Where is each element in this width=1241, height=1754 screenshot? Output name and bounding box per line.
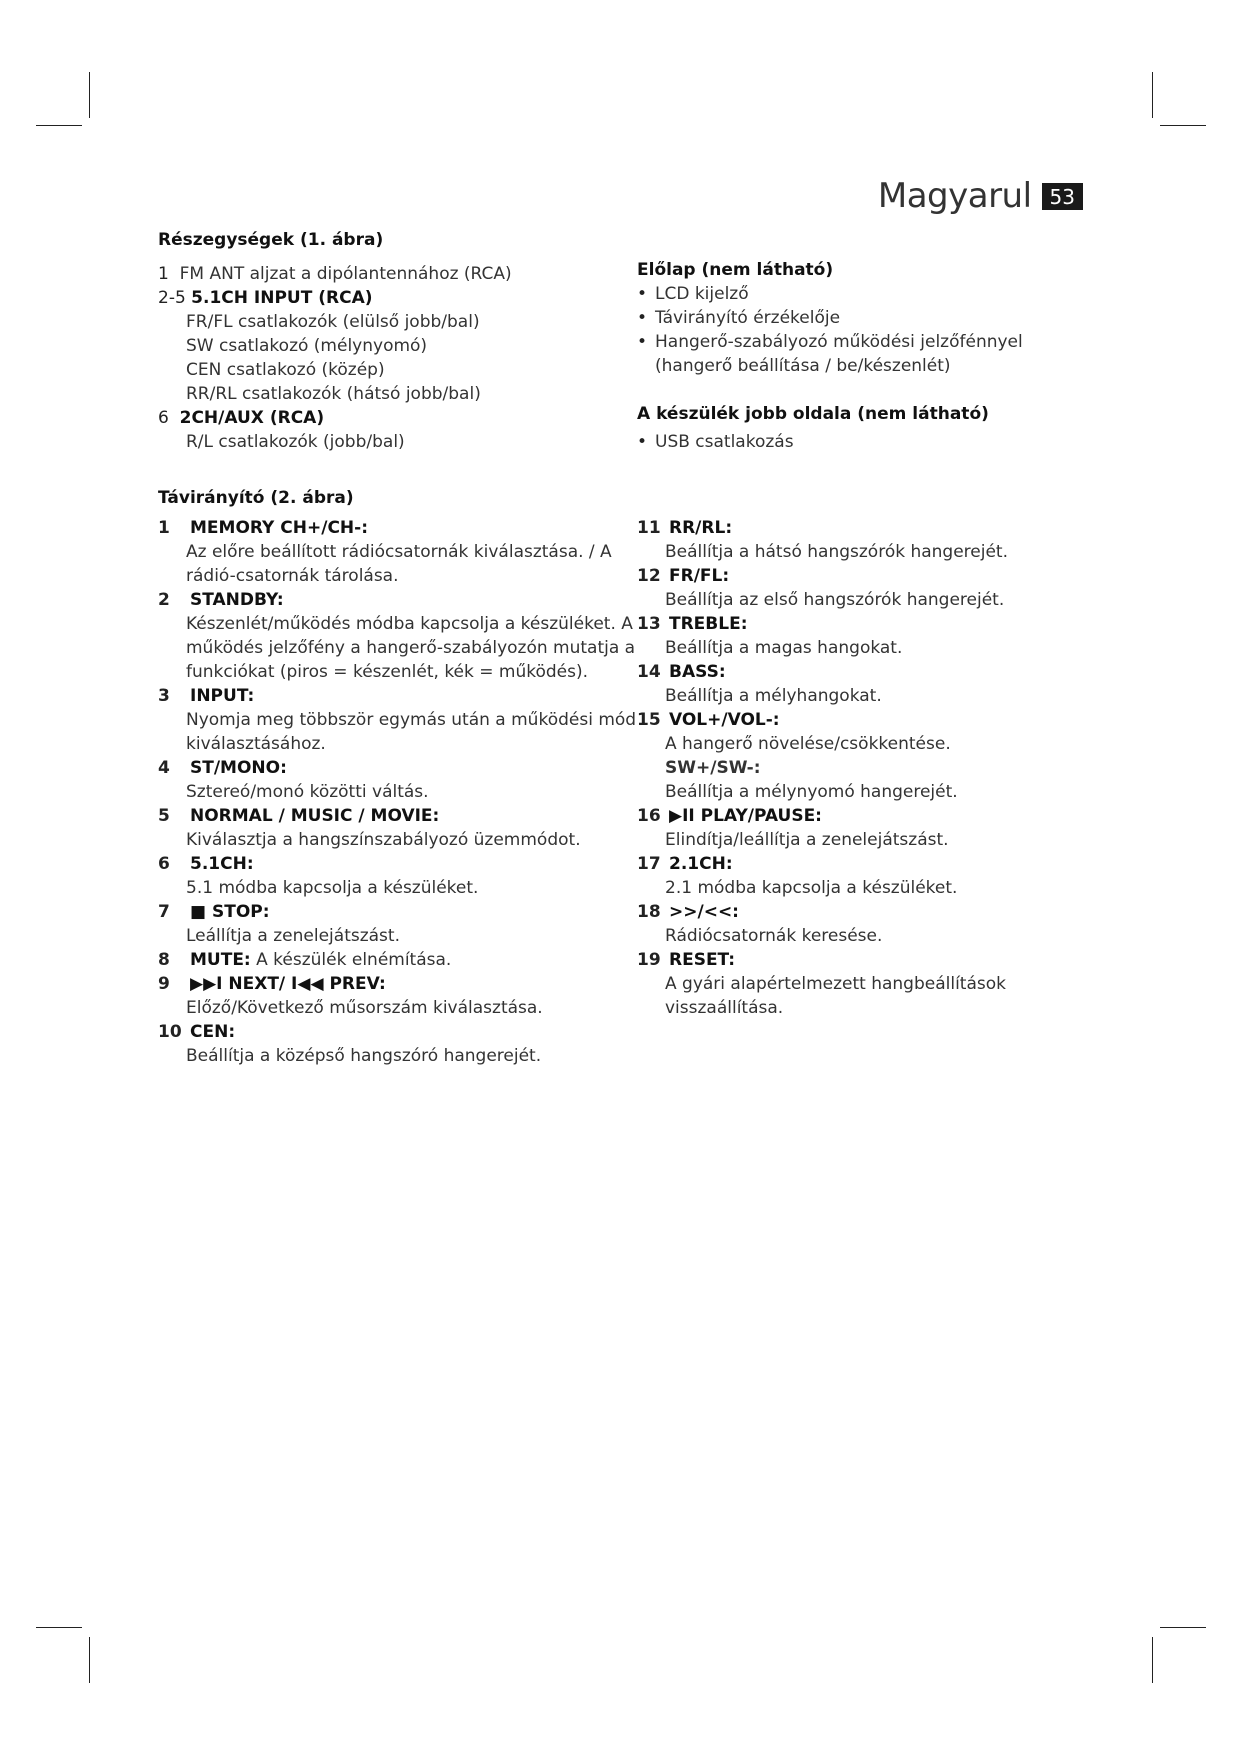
crop-mark (1160, 125, 1206, 126)
list-item: 2-5 5.1CH INPUT (RCA) (158, 288, 373, 308)
list-item: 6 2CH/AUX (RCA) (158, 408, 325, 428)
page-header (878, 176, 1083, 216)
remote-item: 14 BASS: (637, 662, 726, 682)
front-heading: Előlap (nem látható) (637, 260, 834, 280)
remote-item: 5 NORMAL / MUSIC / MOVIE: (158, 806, 440, 826)
right-side-heading: A készülék jobb oldala (nem látható) (637, 404, 989, 424)
remote-item: 15 VOL+/VOL-: (637, 710, 780, 730)
components-heading: Részegységek (1. ábra) (158, 230, 384, 250)
list-subitem: R/L csatlakozók (jobb/bal) (186, 432, 405, 452)
remote-item: 8 MUTE: A készülék elnémítása. (158, 950, 452, 970)
remote-item: 3 INPUT: (158, 686, 255, 706)
crop-mark (89, 72, 90, 118)
remote-item: 9 ▶▶I NEXT/ I◀◀ PREV: (158, 974, 386, 994)
list-subitem: RR/RL csatlakozók (hátsó jobb/bal) (186, 384, 481, 404)
remote-item: 6 5.1CH: (158, 854, 254, 874)
crop-mark (36, 1627, 82, 1628)
components-right (637, 258, 1097, 454)
list-item: • USB csatlakozás (637, 432, 794, 452)
remote-item: 19 RESET: (637, 950, 736, 970)
list-subitem: FR/FL csatlakozók (elülső jobb/bal) (186, 312, 480, 332)
crop-mark (36, 125, 82, 126)
remote-heading: Távirányító (2. ábra) (158, 488, 354, 508)
remote-item: 11 RR/RL: (637, 518, 733, 538)
remote-item: 13 TREBLE: (637, 614, 748, 634)
page-number: 53 (1042, 183, 1083, 210)
list-item: • Távirányító érzékelője (637, 308, 841, 328)
list-item: • LCD kijelző (637, 284, 749, 304)
crop-mark (89, 1637, 90, 1683)
crop-mark (1160, 1627, 1206, 1628)
list-item: 1 FM ANT aljzat a dipólantennához (RCA) (158, 264, 512, 284)
remote-item: 7 ■ STOP: (158, 902, 270, 922)
list-subitem: CEN csatlakozó (közép) (186, 360, 385, 380)
remote-left: 1 MEMORY CH+/CH-: Az előre beállított rádiócsatornák kiválasztása. / A rádió-csatornák tárolása. 2 STANDBY: Készenlét/működés módba kapcsolja a készüléket. A működés jelzőfény a hangerő-szabályozón mutatja a funkciókat (piros = készenlét, kék = működés). 3 INPUT: Nyomja meg többször egymás után a működési mód kiválasztásához. 4 ST/MONO: Sztereó/monó közötti váltás. 5 NORMAL / MUSIC / MOVIE: Kiválasztja a hangszínszabályozó üzemmódot. 6 5.1CH: 5.1 módba kapcsolja a készüléket. 7 ■ STOP: Leállítja a zenelejátszást. 8 MUTE: A készülék elnémítása. 9 ▶▶I NEXT/ I◀◀ PREV: Előző/Következő műsorszám kiválasztása. 10 CEN: Beállítja a középső hangszóró hangerejét. (158, 518, 637, 1066)
crop-mark (1152, 1637, 1153, 1683)
remote-item: 2 STANDBY: (158, 590, 284, 610)
list-subitem: SW csatlakozó (mélynyomó) (186, 336, 428, 356)
remote-right: 11 RR/RL: Beállítja a hátsó hangszórók hangerejét. 12 FR/FL: Beállítja az első hangszórók hangerejét. 13 TREBLE: Beállítja a magas hangokat. 14 BASS: Beállítja a mélyhangokat. 15 VOL+/VOL-: A hangerő növelése/csökkentése. SW+/SW-: Beállítja a mélynyomó hangerejét. 16 ▶II PLAY/PAUSE: Elindítja/leállítja a zenelejátszást. 17 2.1CH: 2.1 módba kapcsolja a készüléket. 18 >>/<<: Rádiócsatornák keresése. 19 RESET: A gyári alapértelmezett hangbeállítások visszaállítása. (637, 516, 1107, 1020)
remote-item: 4 ST/MONO: (158, 758, 287, 778)
page-title: Magyarul (877, 176, 1032, 216)
remote-item: 1 MEMORY CH+/CH-: (158, 518, 369, 538)
crop-mark (1152, 72, 1153, 118)
remote-item: 18 >>/<<: (637, 902, 739, 922)
remote-item: 17 2.1CH: (637, 854, 733, 874)
remote-item: 16 ▶II PLAY/PAUSE: (637, 806, 822, 826)
remote-item: 12 FR/FL: (637, 566, 730, 586)
list-item: • Hangerő-szabályozó működési jelzőfénnyel (hangerő beállítása / be/készenlét) (637, 332, 1023, 376)
remote-item: 10 CEN: (158, 1022, 236, 1042)
components-left (158, 228, 628, 454)
